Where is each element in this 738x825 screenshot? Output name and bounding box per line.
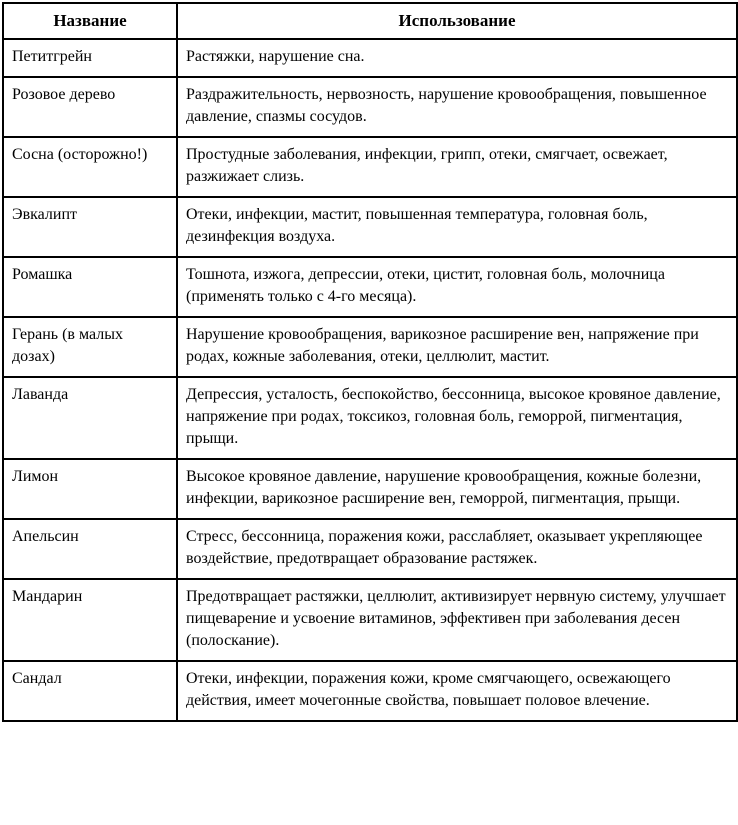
usage-cell: Стресс, бессонница, поражения кожи, расслабляет, оказывает укрепляющее воздействие, предотвращает образование растяжек. bbox=[177, 519, 737, 579]
oil-name-cell: Розовое дерево bbox=[3, 77, 177, 137]
table-row bbox=[3, 137, 737, 197]
oil-name-cell: Лаванда bbox=[3, 377, 177, 459]
usage-cell: Тошнота, изжога, депрессии, отеки, цистит, головная боль, молочница (применять только с 4-го месяца). bbox=[177, 257, 737, 317]
usage-cell: Высокое кровяное давление, нарушение кровообращения, кожные болезни, инфекции, варикозное расширение вен, геморрой, пигментация, прыщи. bbox=[177, 459, 737, 519]
oil-name-cell: Апельсин bbox=[3, 519, 177, 579]
table-row bbox=[3, 39, 737, 77]
header-row bbox=[3, 3, 737, 39]
oil-name-cell: Сандал bbox=[3, 661, 177, 721]
oil-name-cell: Лимон bbox=[3, 459, 177, 519]
table-row bbox=[3, 77, 737, 137]
oil-name-cell: Ромашка bbox=[3, 257, 177, 317]
usage-cell: Отеки, инфекции, поражения кожи, кроме смягчающего, освежающего действия, имеет мочегонные свойства, повышает половое влечение. bbox=[177, 661, 737, 721]
table-row bbox=[3, 459, 737, 519]
usage-cell: Отеки, инфекции, мастит, повышенная температура, головная боль, дезинфекция воздуха. bbox=[177, 197, 737, 257]
table-row bbox=[3, 579, 737, 661]
oil-name-cell: Мандарин bbox=[3, 579, 177, 661]
table-row bbox=[3, 257, 737, 317]
usage-cell: Нарушение кровообращения, варикозное расширение вен, напряжение при родах, кожные заболевания, отеки, целлюлит, мастит. bbox=[177, 317, 737, 377]
column-header-name: Название bbox=[3, 3, 177, 39]
oils-usage-table bbox=[2, 2, 738, 722]
table-row bbox=[3, 317, 737, 377]
usage-cell: Депрессия, усталость, беспокойство, бессонница, высокое кровяное давление, напряжение при родах, токсикоз, головная боль, геморрой, пигментация, прыщи. bbox=[177, 377, 737, 459]
table-row bbox=[3, 197, 737, 257]
usage-cell: Простудные заболевания, инфекции, грипп, отеки, смягчает, освежает, разжижает слизь. bbox=[177, 137, 737, 197]
usage-cell: Предотвращает растяжки, целлюлит, активизирует нервную систему, улучшает пищеварение и усвоение витаминов, эффективен при заболевания десен (полоскание). bbox=[177, 579, 737, 661]
oil-name-cell: Сосна (осторожно!) bbox=[3, 137, 177, 197]
table-row bbox=[3, 519, 737, 579]
column-header-usage: Использование bbox=[177, 3, 737, 39]
oil-name-cell: Эвкалипт bbox=[3, 197, 177, 257]
table-row bbox=[3, 377, 737, 459]
oil-name-cell: Петитгрейн bbox=[3, 39, 177, 77]
oil-name-cell: Герань (в малых дозах) bbox=[3, 317, 177, 377]
usage-cell: Растяжки, нарушение сна. bbox=[177, 39, 737, 77]
table-row bbox=[3, 661, 737, 721]
usage-cell: Раздражительность, нервозность, нарушение кровообращения, повышенное давление, спазмы сосудов. bbox=[177, 77, 737, 137]
